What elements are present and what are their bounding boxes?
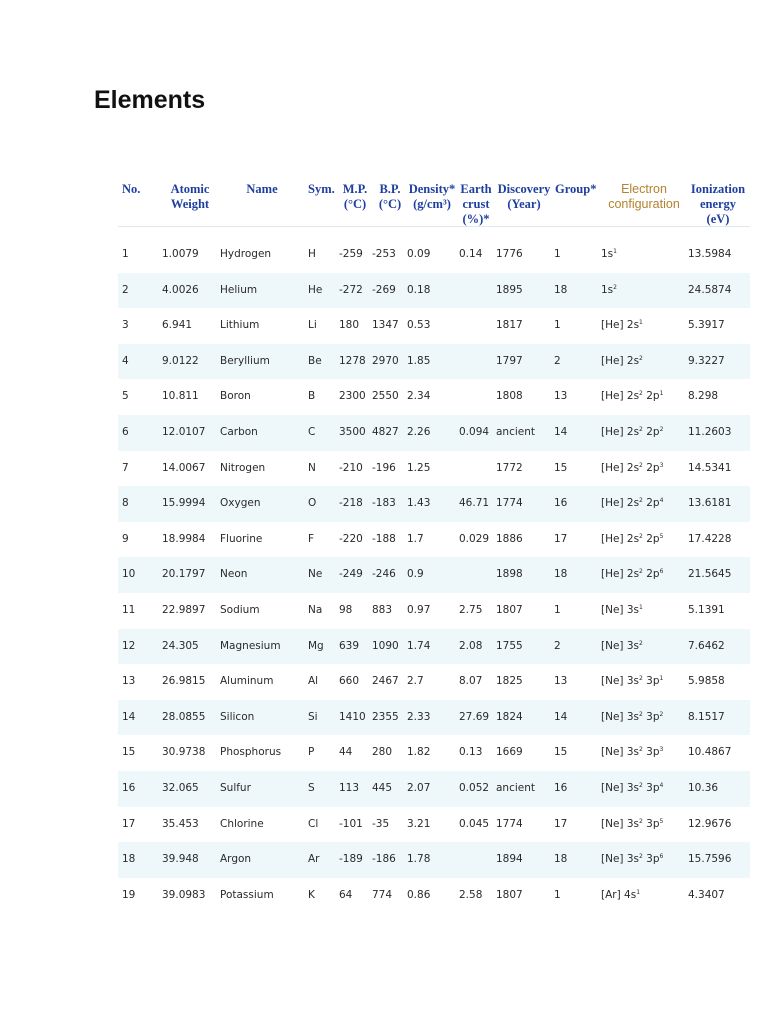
cell-discovery: 1894	[496, 853, 523, 866]
cell-ionization: 11.2603	[688, 425, 732, 438]
cell-mp: 98	[339, 603, 353, 616]
cell-config: $1s^1$	[601, 248, 617, 260]
cell-group: 2	[554, 639, 561, 652]
cell-sym: B	[308, 390, 316, 403]
cell-ionization: 5.3917	[688, 319, 725, 332]
cell-no: 19	[122, 888, 136, 901]
cell-sym: F	[308, 532, 315, 545]
cell-mp: -220	[339, 532, 363, 545]
cell-mp: -218	[339, 497, 363, 510]
cell-mp: 64	[339, 888, 353, 901]
header-density: Density* (g/cm³)	[408, 182, 456, 211]
cell-mp: -249	[339, 568, 363, 581]
cell-no: 9	[122, 532, 129, 545]
cell-config: [He] $2s^2$ $2p^6$	[601, 568, 664, 581]
cell-discovery: ancient	[496, 425, 536, 438]
cell-config: [He] $2s^2$ $2p^2$	[601, 425, 664, 438]
cell-density: 2.07	[407, 781, 431, 794]
cell-sym: S	[308, 781, 315, 794]
cell-density: 2.34	[407, 390, 431, 403]
cell-mp: 1278	[339, 354, 366, 367]
cell-name: Neon	[220, 568, 248, 581]
cell-density: 0.18	[407, 283, 431, 296]
table-row	[118, 273, 750, 309]
cell-config: [Ne] $3s^2$	[601, 639, 643, 652]
cell-group: 16	[554, 497, 568, 510]
cell-density: 1.78	[407, 853, 431, 866]
cell-ionization: 8.1517	[688, 710, 725, 723]
cell-crust: 46.71	[459, 497, 490, 510]
cell-no: 12	[122, 639, 136, 652]
cell-density: 1.74	[407, 639, 431, 652]
cell-config: [Ne] $3s^2$ $3p^5$	[601, 817, 664, 830]
cell-config: [Ne] $3s^2$ $3p^2$	[601, 710, 664, 723]
cell-weight: 12.0107	[162, 425, 206, 438]
cell-bp: 4827	[372, 425, 399, 438]
cell-ionization: 17.4228	[688, 532, 732, 545]
cell-discovery: 1808	[496, 390, 523, 403]
cell-density: 1.7	[407, 532, 424, 545]
cell-discovery: 1772	[496, 461, 523, 474]
header-atomic-weight: Atomic Weight	[170, 182, 210, 211]
cell-weight: 30.9738	[162, 746, 206, 759]
cell-group: 17	[554, 532, 568, 545]
cell-no: 7	[122, 461, 129, 474]
cell-crust: 2.08	[459, 639, 483, 652]
cell-sym: Mg	[308, 639, 324, 652]
cell-bp: 1090	[372, 639, 399, 652]
cell-discovery: 1807	[496, 603, 523, 616]
cell-name: Nitrogen	[220, 461, 266, 474]
cell-ionization: 15.7596	[688, 853, 732, 866]
cell-crust: 2.75	[459, 603, 483, 616]
cell-no: 3	[122, 319, 129, 332]
cell-density: 2.33	[407, 710, 431, 723]
cell-weight: 4.0026	[162, 283, 199, 296]
cell-no: 18	[122, 853, 136, 866]
cell-config: [Ar] $4s^1$	[601, 888, 641, 901]
cell-group: 18	[554, 283, 568, 296]
table-row	[118, 593, 750, 629]
cell-sym: Al	[308, 675, 319, 688]
table-row	[118, 557, 750, 593]
cell-weight: 18.9984	[162, 532, 206, 545]
cell-bp: -183	[372, 497, 396, 510]
cell-sym: Be	[308, 354, 322, 367]
header-sym: Sym.	[308, 182, 335, 196]
cell-bp: 1347	[372, 319, 399, 332]
cell-weight: 9.0122	[162, 354, 199, 367]
cell-discovery: ancient	[496, 781, 536, 794]
cell-bp: 774	[372, 888, 393, 901]
cell-crust: 0.045	[459, 817, 490, 830]
cell-ionization: 9.3227	[688, 354, 725, 367]
cell-no: 6	[122, 425, 129, 438]
cell-density: 3.21	[407, 817, 431, 830]
cell-sym: C	[308, 425, 316, 438]
cell-name: Phosphorus	[220, 746, 282, 759]
table-row	[118, 735, 750, 771]
cell-weight: 39.948	[162, 853, 199, 866]
cell-no: 15	[122, 746, 136, 759]
cell-sym: Na	[308, 603, 323, 616]
cell-name: Magnesium	[220, 639, 281, 652]
cell-group: 1	[554, 248, 561, 260]
cell-group: 1	[554, 603, 561, 616]
cell-no: 5	[122, 390, 129, 403]
cell-name: Hydrogen	[220, 248, 272, 260]
cell-mp: -259	[339, 248, 363, 260]
cell-density: 2.26	[407, 425, 431, 438]
cell-weight: 20.1797	[162, 568, 206, 581]
cell-name: Aluminum	[220, 675, 274, 688]
cell-bp: -35	[372, 817, 390, 830]
cell-no: 13	[122, 675, 136, 688]
table-row	[118, 664, 750, 700]
cell-mp: -272	[339, 283, 363, 296]
cell-ionization: 13.6181	[688, 497, 732, 510]
cell-weight: 14.0067	[162, 461, 206, 474]
table-row	[118, 842, 750, 878]
header-discovery: Discovery (Year)	[497, 182, 551, 211]
cell-bp: -253	[372, 248, 396, 260]
cell-sym: Ar	[308, 853, 320, 866]
cell-density: 1.85	[407, 354, 431, 367]
cell-name: Boron	[220, 390, 251, 403]
table-row	[118, 451, 750, 487]
cell-ionization: 12.9676	[688, 817, 732, 830]
cell-crust: 0.029	[459, 532, 490, 545]
cell-discovery: 1669	[496, 746, 523, 759]
table-row	[118, 308, 750, 344]
cell-sym: Si	[308, 710, 318, 723]
header-no: No.	[122, 182, 141, 196]
table-row	[118, 237, 750, 273]
cell-bp: 2467	[372, 675, 399, 688]
cell-mp: 1410	[339, 710, 366, 723]
header-group: Group*	[555, 182, 597, 196]
cell-bp: -269	[372, 283, 396, 296]
cell-group: 13	[554, 675, 568, 688]
cell-group: 13	[554, 390, 568, 403]
elements-table-body	[118, 237, 750, 913]
table-row	[118, 700, 750, 736]
cell-mp: -210	[339, 461, 363, 474]
cell-name: Sulfur	[220, 781, 251, 794]
cell-config: [Ne] $3s^1$	[601, 603, 643, 616]
cell-bp: 2970	[372, 354, 399, 367]
cell-bp: 445	[372, 781, 393, 794]
cell-bp: 280	[372, 746, 393, 759]
cell-bp: -188	[372, 532, 396, 545]
cell-mp: 660	[339, 675, 360, 688]
cell-no: 14	[122, 710, 136, 723]
cell-sym: Cl	[308, 817, 319, 830]
table-row	[118, 629, 750, 665]
cell-ionization: 8.298	[688, 390, 719, 403]
cell-config: [He] $2s^2$ $2p^5$	[601, 532, 664, 545]
cell-config: [He] $2s^2$ $2p^3$	[601, 461, 664, 474]
table-row	[118, 486, 750, 522]
cell-discovery: 1774	[496, 817, 523, 830]
cell-sym: He	[308, 283, 323, 296]
cell-density: 1.43	[407, 497, 431, 510]
cell-weight: 39.0983	[162, 888, 206, 901]
cell-group: 18	[554, 568, 568, 581]
cell-config: [He] $2s^1$	[601, 319, 643, 332]
cell-mp: 44	[339, 746, 353, 759]
cell-name: Carbon	[220, 425, 258, 438]
cell-ionization: 5.1391	[688, 603, 725, 616]
cell-group: 14	[554, 425, 568, 438]
cell-group: 15	[554, 461, 568, 474]
header-divider	[118, 226, 750, 227]
cell-discovery: 1807	[496, 888, 523, 901]
cell-density: 0.9	[407, 568, 424, 581]
cell-discovery: 1886	[496, 532, 523, 545]
cell-discovery: 1774	[496, 497, 523, 510]
cell-no: 2	[122, 283, 129, 296]
table-row	[118, 878, 750, 914]
table-row	[118, 807, 750, 843]
cell-name: Beryllium	[220, 354, 270, 367]
cell-name: Chlorine	[220, 817, 264, 830]
header-earth-crust: Earth crust (%)*	[460, 182, 492, 226]
cell-mp: 3500	[339, 425, 366, 438]
cell-crust: 2.58	[459, 888, 483, 901]
cell-bp: -186	[372, 853, 396, 866]
cell-bp: 2355	[372, 710, 399, 723]
cell-sym: Ne	[308, 568, 323, 581]
cell-discovery: 1776	[496, 248, 523, 260]
cell-config: [He] $2s^2$	[601, 354, 643, 367]
cell-group: 1	[554, 319, 561, 332]
cell-config: [Ne] $3s^2$ $3p^6$	[601, 853, 664, 866]
cell-group: 15	[554, 746, 568, 759]
cell-discovery: 1797	[496, 354, 523, 367]
cell-sym: Li	[308, 319, 317, 332]
cell-sym: O	[308, 497, 317, 510]
cell-crust: 27.69	[459, 710, 490, 723]
cell-density: 0.86	[407, 888, 431, 901]
table-row	[118, 415, 750, 451]
cell-ionization: 10.36	[688, 781, 719, 794]
cell-weight: 26.9815	[162, 675, 206, 688]
cell-config: [He] $2s^2$ $2p^1$	[601, 390, 664, 403]
cell-name: Silicon	[220, 710, 255, 723]
cell-ionization: 14.5341	[688, 461, 732, 474]
cell-weight: 24.305	[162, 639, 199, 652]
cell-weight: 22.9897	[162, 603, 206, 616]
cell-config: [Ne] $3s^2$ $3p^4$	[601, 781, 664, 794]
cell-sym: H	[308, 248, 316, 260]
cell-name: Lithium	[220, 319, 260, 332]
cell-crust: 0.13	[459, 746, 483, 759]
cell-sym: P	[308, 746, 315, 759]
cell-group: 14	[554, 710, 568, 723]
cell-weight: 35.453	[162, 817, 199, 830]
cell-group: 2	[554, 354, 561, 367]
cell-group: 18	[554, 853, 568, 866]
cell-ionization: 10.4867	[688, 746, 732, 759]
header-electron-configuration: Electron configuration	[608, 182, 680, 211]
cell-sym: K	[308, 888, 315, 901]
cell-ionization: 21.5645	[688, 568, 732, 581]
cell-crust: 0.094	[459, 425, 490, 438]
table-row	[118, 522, 750, 558]
cell-group: 1	[554, 888, 561, 901]
cell-crust: 0.052	[459, 781, 490, 794]
cell-name: Oxygen	[220, 497, 261, 510]
cell-density: 0.09	[407, 248, 431, 260]
cell-no: 1	[122, 248, 129, 260]
cell-group: 16	[554, 781, 568, 794]
cell-no: 4	[122, 354, 129, 367]
cell-no: 8	[122, 497, 129, 510]
cell-name: Argon	[220, 853, 252, 866]
cell-crust: 8.07	[459, 675, 483, 688]
cell-mp: 2300	[339, 390, 366, 403]
cell-mp: -101	[339, 817, 363, 830]
cell-density: 0.97	[407, 603, 431, 616]
cell-density: 1.25	[407, 461, 431, 474]
table-row	[118, 771, 750, 807]
cell-bp: 2550	[372, 390, 399, 403]
cell-config: $1s^2$	[601, 283, 617, 296]
cell-name: Sodium	[220, 603, 260, 616]
table-row	[118, 379, 750, 415]
cell-bp: -246	[372, 568, 396, 581]
cell-weight: 1.0079	[162, 248, 199, 260]
cell-crust: 0.14	[459, 248, 483, 260]
cell-ionization: 5.9858	[688, 675, 725, 688]
cell-mp: -189	[339, 853, 363, 866]
page-title: Elements	[94, 86, 206, 114]
cell-no: 10	[122, 568, 136, 581]
cell-mp: 113	[339, 781, 360, 794]
cell-discovery: 1755	[496, 639, 523, 652]
cell-no: 16	[122, 781, 136, 794]
cell-no: 17	[122, 817, 136, 830]
header-name: Name	[246, 182, 278, 196]
cell-name: Fluorine	[220, 532, 263, 545]
table-row	[118, 344, 750, 380]
header-mp: M.P. (°C)	[342, 182, 368, 211]
cell-bp: 883	[372, 603, 393, 616]
cell-weight: 32.065	[162, 781, 199, 794]
cell-weight: 28.0855	[162, 710, 206, 723]
cell-group: 17	[554, 817, 568, 830]
cell-discovery: 1895	[496, 283, 523, 296]
cell-ionization: 24.5874	[688, 283, 732, 296]
cell-config: [He] $2s^2$ $2p^4$	[601, 497, 664, 510]
cell-ionization: 7.6462	[688, 639, 725, 652]
cell-config: [Ne] $3s^2$ $3p^3$	[601, 746, 664, 759]
cell-discovery: 1825	[496, 675, 523, 688]
cell-discovery: 1817	[496, 319, 523, 332]
cell-ionization: 4.3407	[688, 888, 725, 901]
cell-density: 2.7	[407, 675, 424, 688]
cell-density: 1.82	[407, 746, 431, 759]
cell-weight: 6.941	[162, 319, 193, 332]
cell-mp: 639	[339, 639, 360, 652]
cell-sym: N	[308, 461, 316, 474]
cell-ionization: 13.5984	[688, 248, 732, 260]
cell-name: Helium	[220, 283, 258, 296]
cell-bp: -196	[372, 461, 396, 474]
cell-density: 0.53	[407, 319, 431, 332]
header-ionization-energy: Ionization energy (eV)	[690, 182, 746, 226]
cell-name: Potassium	[220, 888, 274, 901]
cell-discovery: 1898	[496, 568, 523, 581]
cell-config: [Ne] $3s^2$ $3p^1$	[601, 675, 664, 688]
cell-weight: 10.811	[162, 390, 199, 403]
cell-mp: 180	[339, 319, 360, 332]
cell-no: 11	[122, 603, 136, 616]
cell-weight: 15.9994	[162, 497, 206, 510]
cell-discovery: 1824	[496, 710, 523, 723]
header-bp: B.P. (°C)	[378, 182, 402, 211]
